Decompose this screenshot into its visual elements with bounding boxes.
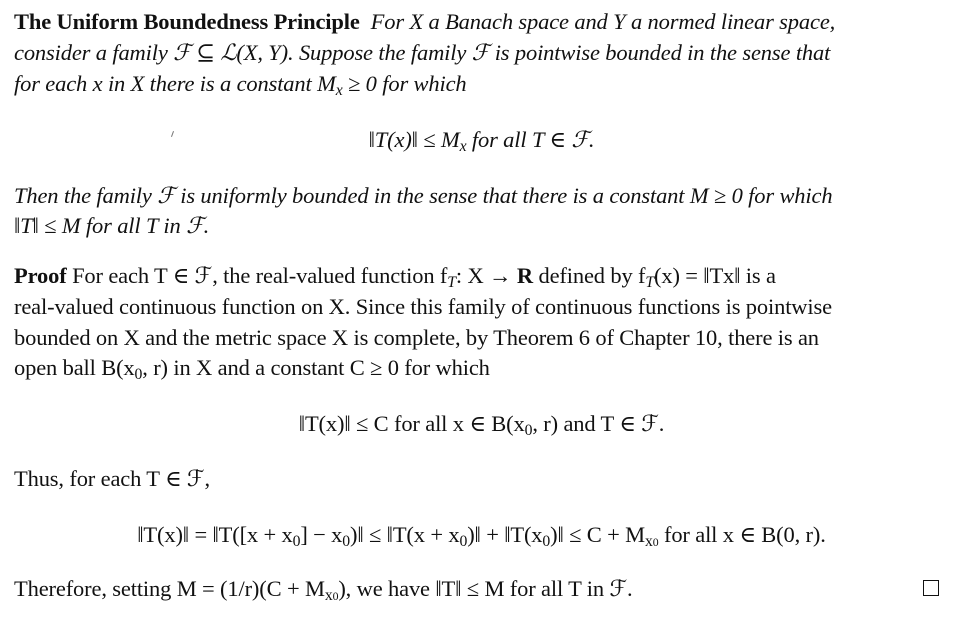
equation-part: ] − x xyxy=(300,522,343,547)
equation-part: ‖T(x)‖ = ‖T([x + x xyxy=(137,522,293,547)
equation-part: for all T ∈ ℱ. xyxy=(466,127,595,152)
theorem-line-1 xyxy=(14,8,835,36)
subscript: x xyxy=(459,137,467,155)
reals-symbol: R xyxy=(516,263,533,288)
equation-part: )‖ ≤ C + M xyxy=(550,522,646,547)
theorem-title: The Uniform Boundedness Principle xyxy=(14,9,360,34)
subscript: 0 xyxy=(524,421,533,439)
proof-text: : X → xyxy=(455,263,517,288)
subscript: 0 xyxy=(134,365,143,383)
theorem-line-3 xyxy=(14,70,467,98)
proof-text: For each T ∈ ℱ, the real-valued function f xyxy=(72,263,448,288)
proof-text: , r) in X and a constant C ≥ 0 for which xyxy=(142,355,490,380)
proof-label: Proof xyxy=(14,263,67,288)
theorem-line-6: ‖T‖ ≤ M for all T in ℱ. xyxy=(14,213,210,238)
proof-display-equation-2 xyxy=(0,521,963,549)
proof-display-equation-1 xyxy=(0,410,963,438)
subscript-part: x xyxy=(645,532,653,550)
theorem-line-3-text: for each x in X there is a constant M xyxy=(14,71,336,96)
theorem-display-equation xyxy=(0,126,963,154)
equation-part: , r) and T ∈ ℱ. xyxy=(532,411,665,436)
subscript: T xyxy=(645,273,655,291)
proof-text: defined by f xyxy=(533,263,646,288)
proof-thus-line: Thus, for each T ∈ ℱ, xyxy=(14,466,210,491)
subscript: 0 xyxy=(292,532,301,550)
proof-line-3: bounded on X and the metric space X is complete, by Theorem 6 of Chapter 10, there is an xyxy=(14,325,819,350)
proof-text: open ball B(x xyxy=(14,355,135,380)
subscript: 0 xyxy=(342,532,351,550)
equation-part: ‖T(x)‖ ≤ M xyxy=(368,127,460,152)
subscript xyxy=(645,533,658,550)
theorem-statement-1: For X a Banach space and Y a normed linear space, xyxy=(370,9,836,34)
proof-line-1 xyxy=(14,262,776,290)
subscript-part: 0 xyxy=(332,588,339,603)
proof-line-2: real-valued continuous function on X. Since this family of continuous functions is pointwise xyxy=(14,294,832,319)
qed-square-icon xyxy=(923,580,939,596)
theorem-line-3-rest: ≥ 0 for which xyxy=(342,71,467,96)
equation-part: for all x ∈ B(0, r). xyxy=(658,522,826,547)
subscript-part: 0 xyxy=(652,534,659,549)
theorem-line-5: Then the family ℱ is uniformly bounded in the sense that there is a constant M ≥ 0 for which xyxy=(14,183,833,208)
proof-final-line xyxy=(14,575,633,603)
equation-part: ‖T(x)‖ ≤ C for all x ∈ B(x xyxy=(298,411,525,436)
proof-text: ), we have ‖T‖ ≤ M for all T in ℱ. xyxy=(338,576,633,601)
theorem-line-2: consider a family ℱ ⊆ ℒ(X, Y). Suppose the family ℱ is pointwise bounded in the sense that xyxy=(14,40,831,65)
subscript: x xyxy=(335,81,343,99)
subscript-part: x xyxy=(324,586,333,604)
equation-part: )‖ ≤ ‖T(x + x xyxy=(350,522,460,547)
subscript: 0 xyxy=(542,532,551,550)
proof-text: (x) = ‖Tx‖ is a xyxy=(654,263,776,288)
proof-text: Therefore, setting M = (1/r)(C + M xyxy=(14,576,325,601)
proof-line-4 xyxy=(14,354,490,382)
subscript xyxy=(325,587,338,604)
equation-part: )‖ + ‖T(x xyxy=(467,522,543,547)
subscript: T xyxy=(447,273,456,291)
subscript: 0 xyxy=(459,532,468,550)
